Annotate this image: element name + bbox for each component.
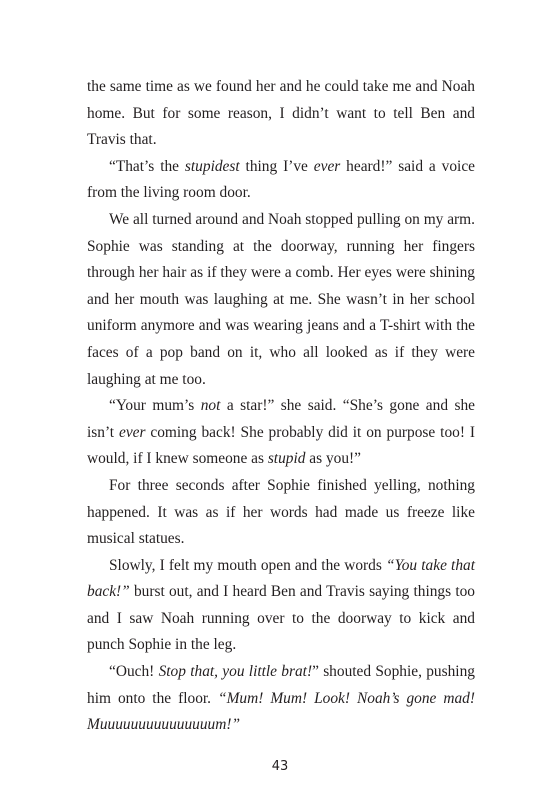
- text-run: as you!”: [305, 450, 362, 468]
- paragraph: [87, 207, 475, 393]
- body-text: [87, 74, 475, 739]
- paragraph: [87, 393, 475, 473]
- text-run: “Your mum’s: [109, 397, 201, 415]
- paragraph: [87, 154, 475, 207]
- text-run: the same time as we found her and he could take me and Noah home. But for some reason, I didn’t want to tell Ben and Travis that.: [87, 78, 475, 149]
- text-run: thing I’ve: [239, 157, 314, 175]
- text-run: We all turned around and Noah stopped pulling on my arm. Sophie was standing at the doorway, running her fingers through her hair as if they were a comb. Her eyes were shining and her mouth was laughing at me. She wasn’t in her school uniform anymore and was wearing jeans and a T-shirt with the faces of a pop band on it, who all looked as if they were laughing at me too.: [87, 210, 475, 388]
- italic-run: ever: [119, 423, 146, 441]
- italic-run: not: [200, 397, 221, 415]
- text-run: heard!” said a voice from the living room door.: [87, 157, 475, 202]
- italic-run: “Mum! Mum! Look! Noah’s gone mad! Muuuuuuuuuuuuuuum!”: [87, 689, 475, 734]
- text-run: “Ouch!: [109, 663, 159, 681]
- italic-run: stupidest: [184, 157, 240, 175]
- paragraph: [87, 553, 475, 659]
- text-run: ” shouted Sophie, pushing him onto the floor.: [87, 663, 475, 707]
- text-run: a star!” she said. “She’s gone and she isn’t: [87, 397, 475, 441]
- page-number: 43: [271, 759, 289, 774]
- text-run: coming back! She probably did it on purpose too! I would, if I knew someone as: [87, 423, 475, 468]
- italic-run: stupid: [267, 450, 306, 468]
- text-run: “That’s the: [109, 157, 185, 175]
- paragraph: [87, 74, 475, 154]
- italic-run: ever: [313, 157, 341, 175]
- paragraph: [87, 659, 475, 739]
- text-run: Slowly, I felt my mouth open and the words: [109, 556, 387, 574]
- italic-run: “You take that back!”: [87, 556, 475, 601]
- text-run: burst out, and I heard Ben and Travis saying things too and I saw Noah running over to the doorway to kick and punch Sophie in the leg.: [87, 583, 475, 654]
- text-run: For three seconds after Sophie finished yelling, nothing happened. It was as if her words had made us freeze like musical statues.: [87, 476, 475, 548]
- italic-run: Stop that, you little brat!: [158, 663, 313, 681]
- paragraph: [87, 473, 475, 553]
